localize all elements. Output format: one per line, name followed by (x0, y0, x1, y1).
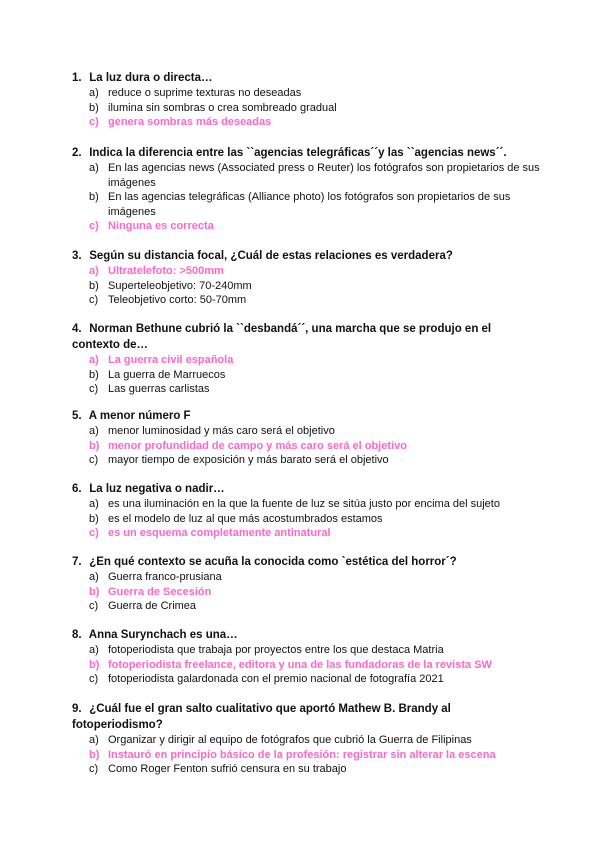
option-text: menor profundidad de campo y más caro será el objetivo (108, 439, 407, 452)
question-number: 2. (72, 147, 82, 159)
correct-answer-option (72, 219, 542, 234)
option-letter: c) (89, 527, 99, 539)
option-text: En las agencias news (Associated press o Reuter) los fotógrafos son propietarios de sus imágenes (108, 162, 540, 189)
question-4 (72, 321, 542, 397)
question-text: La luz dura o directa… (89, 72, 213, 84)
correct-answer-option (72, 585, 542, 600)
question-text: Norman Bethune cubrió la ``desbandá´´, una marcha que se produjo en el contexto de… (72, 323, 492, 351)
question-text: Indica la diferencia entre las ``agencias telegráficas´´y las ``agencias news´´. (89, 147, 507, 159)
question-6 (72, 481, 542, 541)
answer-option (72, 368, 542, 383)
answer-option (72, 161, 542, 190)
option-text: fotoperiodista freelance, editora y una de las fundadoras de la revista SW (108, 658, 492, 671)
correct-answer-option (72, 115, 542, 130)
question-2 (72, 145, 542, 234)
question-title (72, 248, 542, 264)
option-letter: c) (89, 673, 99, 685)
option-letter: b) (89, 101, 99, 114)
option-text: Ultratelefoto: >500mm (108, 265, 224, 277)
answer-option (72, 497, 542, 512)
option-letter: b) (89, 439, 100, 452)
option-letter: a) (89, 734, 99, 746)
option-text: fotoperiodista que trabaja por proyectos entre los que destaca Matria (108, 644, 444, 656)
option-text: Teleobjetivo corto: 50-70mm (108, 294, 247, 306)
question-8 (72, 627, 542, 687)
question-number: 9. (72, 703, 82, 715)
option-text: Guerra de Crimea (108, 600, 197, 612)
answer-option (72, 382, 542, 397)
question-text: La luz negativa o nadir… (89, 483, 225, 495)
answer-option (72, 453, 542, 468)
option-text: La guerra civil española (108, 354, 234, 366)
question-number: 1. (72, 72, 82, 84)
option-text: Superteleobjetivo: 70-240mm (108, 279, 252, 292)
question-3 (72, 248, 542, 308)
option-text: Guerra franco-prusiana (108, 571, 222, 583)
question-number: 6. (72, 483, 82, 495)
option-letter: c) (89, 600, 99, 612)
option-letter: a) (89, 162, 99, 174)
option-letter: c) (89, 763, 99, 775)
question-title (72, 321, 542, 353)
option-letter: a) (89, 498, 99, 510)
option-text: es un esquema completamente antinatural (108, 527, 331, 539)
answer-option (72, 733, 542, 748)
question-text: ¿En qué contexto se acuña la conocida como `estética del horror´? (89, 556, 457, 568)
answer-option (72, 570, 542, 585)
option-text: Como Roger Fenton sufrió censura en su trabajo (108, 763, 347, 775)
option-letter: b) (89, 279, 99, 292)
answer-option (72, 86, 542, 101)
question-number: 8. (72, 629, 82, 641)
correct-answer-option (72, 353, 542, 368)
option-text: menor luminosidad y más caro será el objetivo (108, 425, 335, 437)
option-letter: c) (89, 116, 99, 128)
answer-option (72, 293, 542, 308)
option-letter: c) (89, 294, 99, 306)
correct-answer-option (72, 264, 542, 279)
correct-answer-option (72, 748, 542, 763)
question-7 (72, 554, 542, 614)
answer-list (72, 86, 542, 130)
option-text: Organizar y dirigir al equipo de fotógrafos que cubrió la Guerra de Filipinas (108, 734, 472, 746)
option-letter: b) (89, 191, 99, 203)
option-letter: a) (89, 425, 99, 437)
option-text: es una iluminación en la que la fuente de luz se sitúa justo por encima del sujeto (108, 498, 500, 510)
correct-answer-option (72, 658, 542, 673)
option-letter: b) (89, 368, 99, 381)
option-text: En las agencias telegráficas (Alliance photo) los fotógrafos son propietarios de sus imágenes (108, 191, 511, 218)
question-text: ¿Cuál fue el gran salto cualitativo que aportó Mathew B. Brandy al fotoperiodismo? (72, 703, 451, 731)
question-title (72, 70, 542, 86)
option-letter: b) (89, 585, 100, 598)
question-text: Anna Surynchach es una… (88, 629, 238, 641)
answer-list (72, 264, 542, 308)
question-text: Según su distancia focal, ¿Cuál de estas relaciones es verdadera? (89, 250, 453, 262)
question-number: 3. (72, 250, 82, 262)
question-title (72, 408, 542, 424)
option-text: mayor tiempo de exposición y más barato será el objetivo (108, 454, 389, 466)
answer-option (72, 190, 542, 219)
question-title (72, 627, 542, 643)
answer-list (72, 643, 542, 687)
option-text: Instauró en principio básico de la profesión: registrar sin alterar la escena (108, 748, 496, 761)
question-number: 5. (72, 410, 82, 422)
option-letter: a) (89, 571, 99, 583)
option-letter: c) (89, 220, 99, 232)
answer-list (72, 570, 542, 614)
option-text: fotoperiodista galardonada con el premio nacional de fotografía 2021 (108, 673, 444, 685)
question-number: 4. (72, 323, 82, 335)
option-letter: a) (89, 644, 99, 656)
option-letter: b) (89, 748, 100, 761)
question-9 (72, 701, 542, 777)
option-text: ilumina sin sombras o crea sombreado gradual (108, 101, 337, 114)
option-text: Guerra de Secesión (108, 585, 212, 598)
option-letter: a) (89, 87, 99, 99)
answer-option (72, 279, 542, 294)
correct-answer-option (72, 526, 542, 541)
answer-option (72, 672, 542, 687)
answer-list (72, 497, 542, 541)
answer-list (72, 353, 542, 397)
answer-option (72, 762, 542, 777)
question-title (72, 701, 542, 733)
answer-list (72, 161, 542, 234)
option-letter: c) (89, 383, 99, 395)
answer-option (72, 101, 542, 116)
answer-list (72, 733, 542, 777)
option-letter: a) (89, 265, 99, 277)
answer-list (72, 424, 542, 468)
option-text: Ninguna es correcta (108, 220, 214, 232)
answer-option (72, 512, 542, 527)
question-5 (72, 408, 542, 468)
option-text: La guerra de Marruecos (108, 368, 226, 381)
question-title (72, 481, 542, 497)
question-title (72, 145, 542, 161)
question-title (72, 554, 542, 570)
option-letter: a) (89, 354, 99, 366)
option-text: Las guerras carlistas (108, 383, 210, 395)
option-text: reduce o suprime texturas no deseadas (108, 87, 302, 99)
question-text: A menor número F (88, 410, 191, 422)
option-text: genera sombras más deseadas (108, 116, 272, 128)
question-number: 7. (72, 556, 82, 568)
answer-option (72, 643, 542, 658)
question-1 (72, 70, 542, 130)
correct-answer-option (72, 439, 542, 454)
option-text: es el modelo de luz al que más acostumbrados estamos (108, 512, 383, 525)
answer-option (72, 424, 542, 439)
option-letter: c) (89, 454, 99, 466)
option-letter: b) (89, 512, 99, 525)
option-letter: b) (89, 658, 100, 671)
answer-option (72, 599, 542, 614)
